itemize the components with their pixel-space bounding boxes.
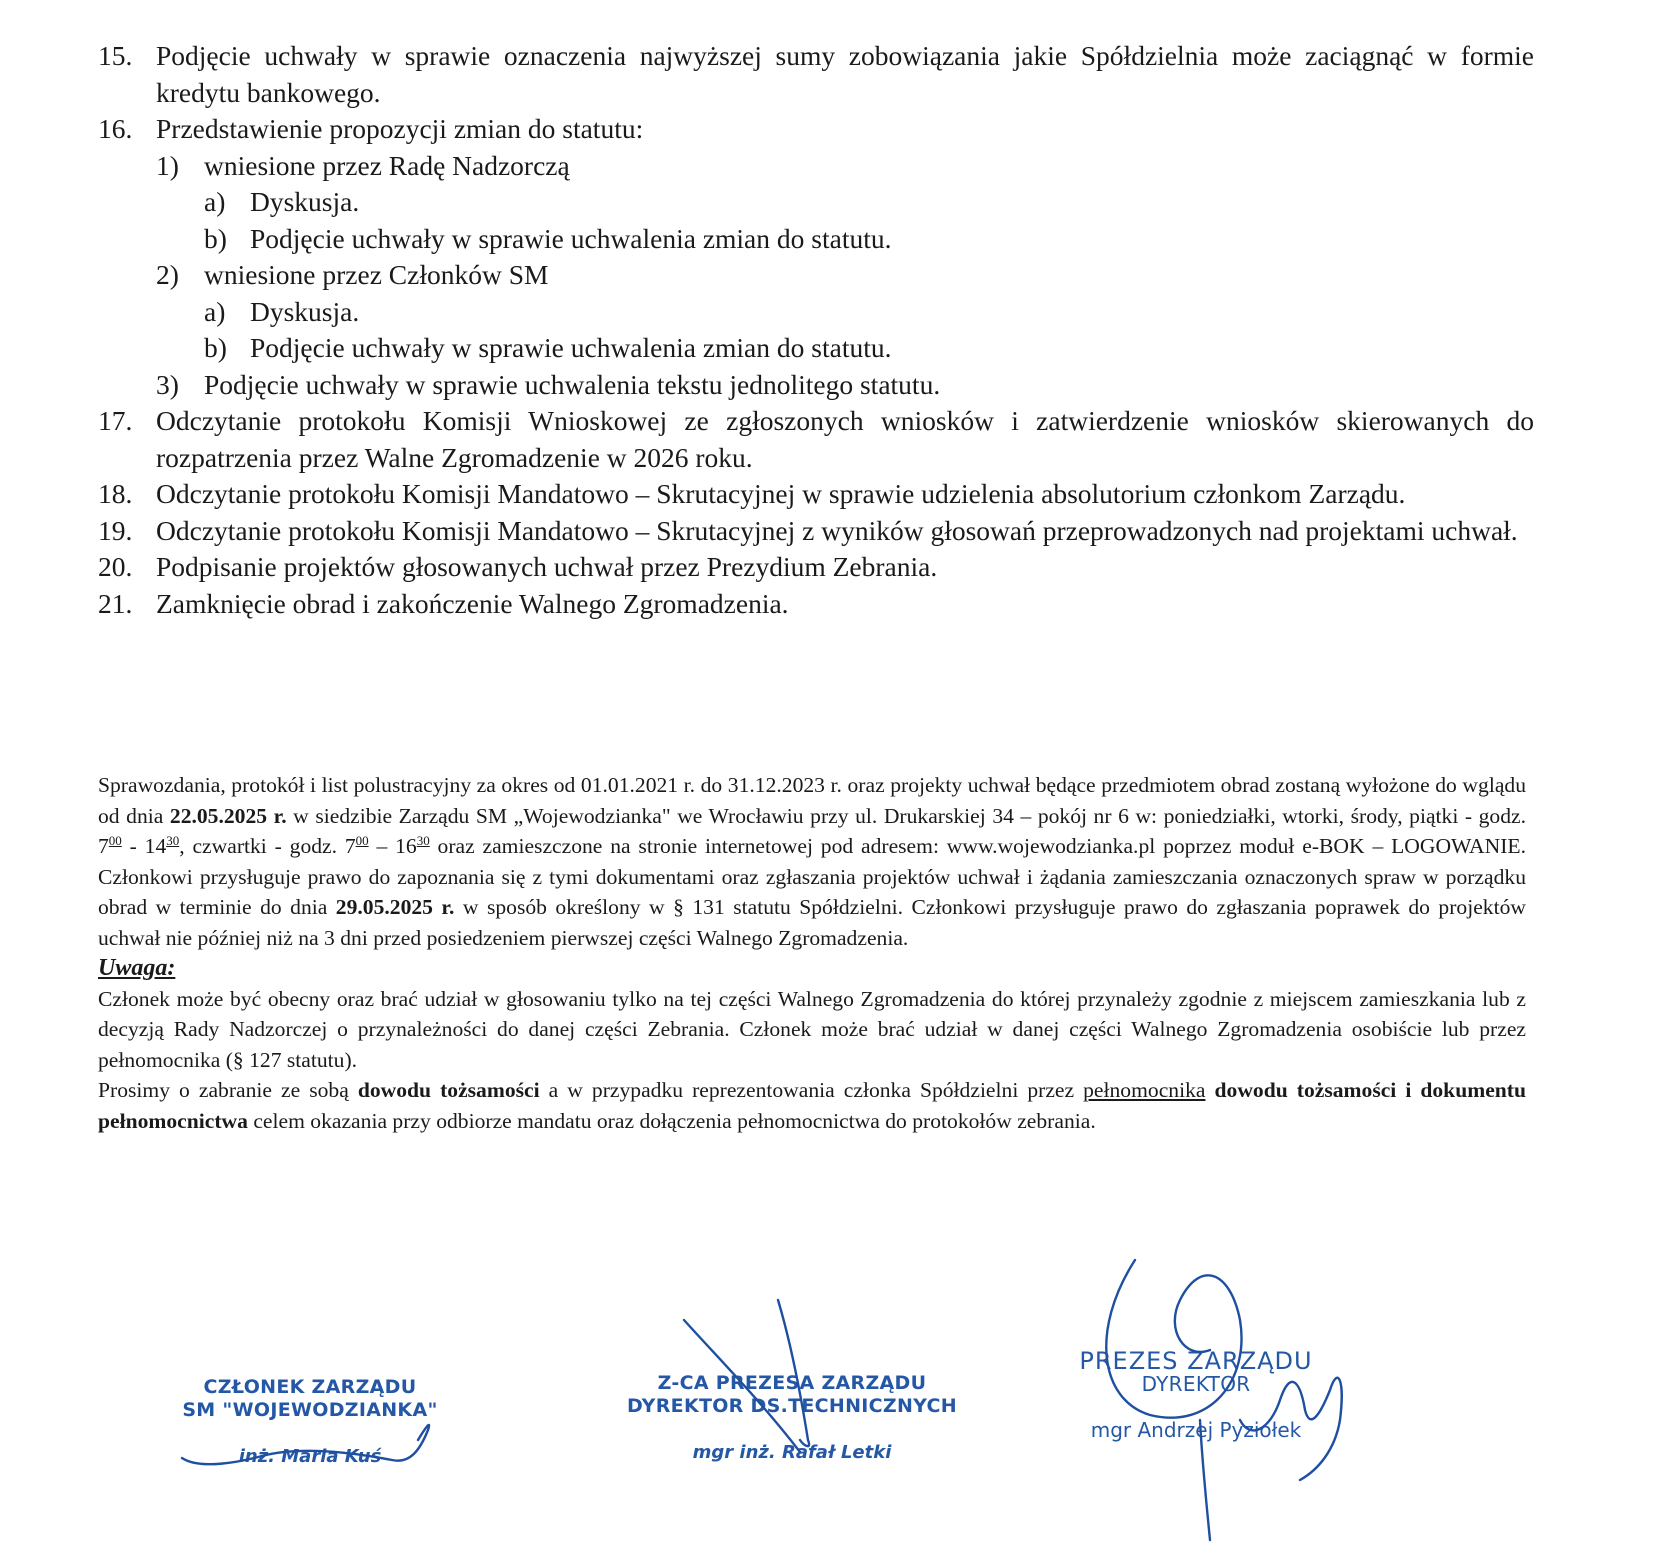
item-text: Podjęcie uchwały w sprawie oznaczenia najwyższej sumy zobowiązania jakie Spółdzielnia może zaciągnąć w formie kredytu bankowego. [156,40,1534,108]
notice-section [98,770,1526,1136]
notice-text: Prosimy o zabranie ze sobą [98,1078,358,1102]
sub-text: Podjęcie uchwały w sprawie uchwalenia zmian do statutu. [250,222,892,254]
sub-item-16-1 [156,148,1534,185]
sub-text: Dyskusja. [250,295,360,327]
sub-item-16-1-b [204,221,1534,258]
agenda-item-15 [98,38,1534,111]
stamp-title: CZŁONEK ZARZĄDU [203,1376,417,1398]
sub-text: Podjęcie uchwały w sprawie uchwalenia zmian do statutu. [250,332,892,363]
hour-minutes: 30 [166,833,180,848]
stamp-title: PREZES ZARZĄDU [1079,1347,1313,1375]
notice-text: - 14 [121,834,167,858]
item-text: Odczytanie protokołu Komisji Wnioskowej ze zgłoszonych wniosków i zatwierdzenie wniosków skierowanych do rozpatrzenia przez Walne Zgromadzenie w 2026 roku. [156,405,1534,473]
hour-minutes: 00 [108,833,122,848]
sub-number: 1) [156,149,179,181]
hour-minutes: 30 [416,833,430,848]
notice-text: – 16 [368,834,417,858]
agenda-item-18 [98,476,1534,513]
item-number: 18. [98,478,133,509]
item-text: Podpisanie projektów głosowanych uchwał przez Prezydium Zebrania. [156,551,938,582]
item-number: 17. [98,405,133,436]
notice-paragraph-documents [98,770,1526,953]
notice-text: oraz zamieszczone na stronie internetowej pod adresem: www.wojewodzianka.pl poprzez moduł e-BOK – LOGOWANIE. Członkowi przysługuje prawo do zapoznania się z tymi dokumentami oraz zgłaszania projektów uchwał i żądania zamieszczania oznaczonych spraw w porządku obrad w terminie do dnia [98,834,1526,919]
stamp-subtitle: DYREKTOR DS.TECHNICZNYCH [626,1395,957,1417]
stamp-vice-president [612,1372,972,1463]
sub-item-16-2-b [204,330,1534,367]
sub-item-16-2 [156,257,1534,294]
notice-bold: dowodu tożsamości [357,1078,540,1102]
sub-text: wniesione przez Radę Nadzorczą [204,149,570,181]
sub-letter: a) [204,295,226,327]
item-number: 19. [98,514,133,546]
notice-paragraph-membership: Członek może być obecny oraz brać udział w głosowaniu tylko na tej części Walnego Zgromadzenia do której przynależy zgodnie z miejscem zamieszkania lub z decyzją Rady Nadzorczej o przynależności do danej części Zebrania. Członek może brać udział w danej części Walnego Zgromadzenia osobiście lub przez pełnomocnika (§ 127 statutu). [98,986,1526,1072]
stamp-member-board [180,1376,440,1467]
agenda-item-16 [98,111,1534,148]
stamp-subtitle: SM "WOJEWODZIANKA" [182,1399,438,1421]
item-text: Zamknięcie obrad i zakończenie Walnego Zgromadzenia. [156,587,789,619]
stamp-subtitle: DYREKTOR [1141,1372,1251,1396]
item-number: 16. [98,113,133,144]
agenda-item-20 [98,549,1534,586]
deadline-date: 22.05.2025 r. [169,803,287,828]
notice-text: Sprawozdania, protokół i list polustracyjny za okres od 01.01.2021 r. do 31.12.2023 r. oraz projekty uchwał będące przedmiotem obrad zostaną wyłożone do wglądu od dnia [98,773,1526,828]
stamp-president [1046,1347,1346,1442]
notice-text: a w przypadku reprezentowania członka Spółdzielni przez [539,1078,1084,1102]
sub-number: 2) [156,259,179,290]
stamp-name: mgr Andrzej Pyziołek [1090,1418,1302,1442]
notice-paragraph-id [98,1075,1526,1136]
sub-text: wniesione przez Członków SM [204,259,549,290]
sub-letter: b) [204,332,227,363]
notice-text: w siedzibie Zarządu SM „Wojewodzianka" we Wrocławiu przy ul. Drukarskiej 34 – pokój nr 6 w: poniedziałki, wtorki, środy, piątki - godz. 7 [98,803,1526,858]
sub-number: 3) [156,368,179,400]
stamp-name: inż. Maria Kuś [238,1446,382,1467]
item-number: 20. [98,551,133,582]
sub-text: Podjęcie uchwały w sprawie uchwalenia tekstu jednolitego statutu. [204,368,941,400]
agenda-list [98,38,1534,622]
notice-text: w sposób określony w § 131 statutu Spółdzielni. Członkowi przysługuje prawo do zgłaszania poprawek do projektów uchwał nie później niż na 3 dni przed posiedzeniem pierwszej części Walnego Zgromadzenia. [98,895,1526,950]
notice-bold: dowodu tożsamości i dokumentu pełnomocnictwa [98,1078,1526,1133]
item-text: Przedstawienie propozycji zmian do statutu: [156,113,644,144]
notice-text: , czwartki - godz. 7 [179,834,356,858]
stamp-title: Z-CA PREZESA ZARZĄDU [657,1372,927,1394]
agenda-item-19 [98,513,1534,550]
sub-text: Dyskusja. [250,186,360,217]
notice-text: celem okazania przy odbiorze mandatu oraz dołączenia pełnomocnictwa do protokołów zebrania. [247,1108,1096,1133]
sub-item-16-3 [156,367,1534,404]
uwaga-heading: Uwaga: [98,955,176,981]
agenda-item-21 [98,586,1534,623]
agenda-item-17 [98,403,1534,476]
sub-item-16-2-a [204,294,1534,331]
item-number: 15. [98,40,133,71]
sub-item-16-1-a [204,184,1534,221]
item-number: 21. [98,587,133,619]
sub-letter: a) [204,186,226,217]
stamp-name: mgr inż. Rafał Letki [692,1442,892,1463]
hour-minutes: 00 [355,833,369,848]
notice-text [1205,1078,1214,1102]
deadline-date: 29.05.2025 r. [335,895,455,919]
notice-underlined: pełnomocnika [1083,1078,1206,1102]
sub-letter: b) [204,222,227,254]
item-text: Odczytanie protokołu Komisji Mandatowo – Skrutacyjnej w sprawie udzielenia absolutorium członkom Zarządu. [156,478,1406,509]
item-text: Odczytanie protokołu Komisji Mandatowo – Skrutacyjnej z wyników głosowań przeprowadzonych nad projektami uchwał. [156,514,1518,546]
